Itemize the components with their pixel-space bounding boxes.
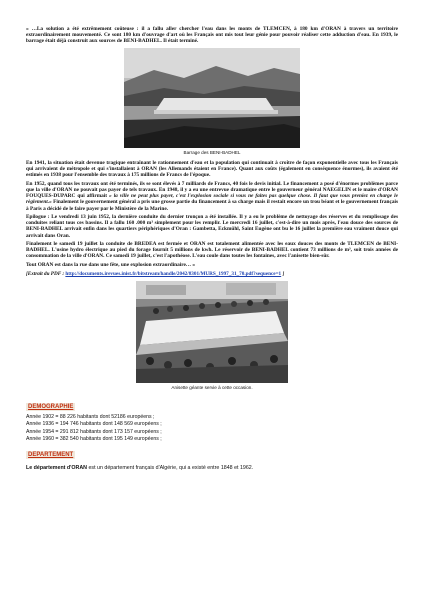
source-link[interactable]: http://documents.irevues.inist.fr/bitstream/handle/2042/8301/MURS_1997_31_70.pdf?sequence=1: [65, 270, 282, 277]
source-reference: [26, 271, 398, 277]
stat-line-1954: Année 1954 = 291 812 habitants dont 173 157 européens ;: [26, 428, 162, 435]
paragraph-1952-text: En 1952, quand tous les travaux ont été terminés, ils se sont élevés à 7 milliards de Francs, 40 fois le devis initial. Le financement a posé d'énormes problèmes parce que la ville d'ORAN ne pouvait pas payer de tels travaux. En 1948, il y a eu une entrevue dramatique entre le gouverneur général NAEGELIN et le maire d'ORAN FOUQUES-DUPARC qui affirmait: [26, 181, 398, 200]
stat-line-1936: Année 1936 = 194 746 habitants dont 148 569 européens ;: [26, 421, 162, 428]
demographie-heading: DEMOGRAPHIE: [28, 403, 74, 410]
crowd-photo-caption: Anisette géante servie à cette occasion.: [171, 384, 253, 390]
mayor-quote: « la ville ne peut plus payer, c'est l'explosion sociale si vous ne faites pas quelque chose. Il faut que vous preniez en charge le règlement.»: [26, 193, 398, 206]
departement-heading: DEPARTEMENT: [28, 452, 74, 459]
intro-paragraph: « …La solution a été extrêmement coûteuse : il a fallu aller chercher l'eau dans les monts de TLEMCEN, à 180 km d'ORAN à travers un territoire extraordinairement mouvementé. Ce sont 180 km d'ouvrage d'art où les Français ont mis tout leur génie pour pouvoir réaliser cette adduction d'eau. En 1939, le barrage était déjà construit aux sources de BENI-BADHEL. Il était terminé.: [26, 26, 398, 45]
document-page: [26, 26, 398, 471]
closing-paragraph: Tout ORAN est dans la rue dans une fête, une explosion extraordinaire… »: [26, 262, 196, 269]
departement-text: [26, 465, 398, 471]
dam-photo-caption: Barrage des BENI-BADHEL: [183, 150, 241, 156]
departement-name: Le département d'ORAN: [26, 465, 88, 472]
stat-line-1902: Année 1902 = 88 226 habitants dont 52186 européens ;: [26, 413, 155, 420]
departement-description: est un département français d'Algérie, qui a existé entre 1848 et 1962.: [87, 465, 254, 472]
source-close: ]: [281, 270, 285, 277]
epilogue-paragraph: Epilogue : Le vendredi 13 juin 1952, la dernière conduite du dernier tronçon a été installée. Il y a eu le problème de nettoyage des réserves et du remplissage des conduites reliant tous ces bassins. Il a fallu 160 .000 m³ simplement pour les remplir. Le mercredi 16 juillet, c'est-à-dire un mois après, l'eau douce des sources de BENI-BADHEL arrivait enfin dans les quartiers périphériques d'Oran : Gambetta, Eckmühl, Saint Eugène ont bu le 16 juillet la première eau vraiment douce qui arrivait dans Oran.: [26, 214, 398, 239]
stat-line-1960: Année 1960 = 382 540 habitants dont 195 149 européens ;: [26, 435, 162, 442]
final-paragraph: Finalement le samedi 19 juillet la conduite de BREDEA est fermée et ORAN est totalement alimentée avec les eaux douces des monts de TLEMCEN de BENI-BADHEL. L'usine hydro électrique au pied du forage fournit 5 millions de kwh. Le réservoir de BENI-BADHEL contient 73 millions de m³, soit trois années de consommation de la ville d'ORAN. Ce samedi 19 juillet, c'est l'apothéose. L'eau coule dans toutes les fontaines, avec l'anisette bien-sûr.: [26, 241, 398, 260]
paragraph-1952: [26, 181, 398, 211]
crowd-photo: [136, 281, 288, 383]
paragraph-1941: En 1941, la situation était devenue tragique entraînant le rationnement d'eau et la population qui continuait à croître de façon exponentielle avec tous les Français qui arrivaient de métropole et qui s'installaient à ORAN (les Allemands étaient en France). Quant aux coûts (également en conséquence énormes), ils avaient été estimés en 1938 pour l'ensemble des travaux à 175 millions de Francs de l'époque.: [26, 160, 398, 179]
paragraph-1952-end: Finalement le gouvernement général a pris une grosse partie du financement à sa charge mais il restait encore un trou béant et le gouvernement français à Paris a décidé de le faire payer par le Ministère de la Marine.: [26, 199, 398, 212]
dam-photo: [124, 48, 300, 148]
source-label: [Extrait du PDF :: [26, 270, 66, 277]
